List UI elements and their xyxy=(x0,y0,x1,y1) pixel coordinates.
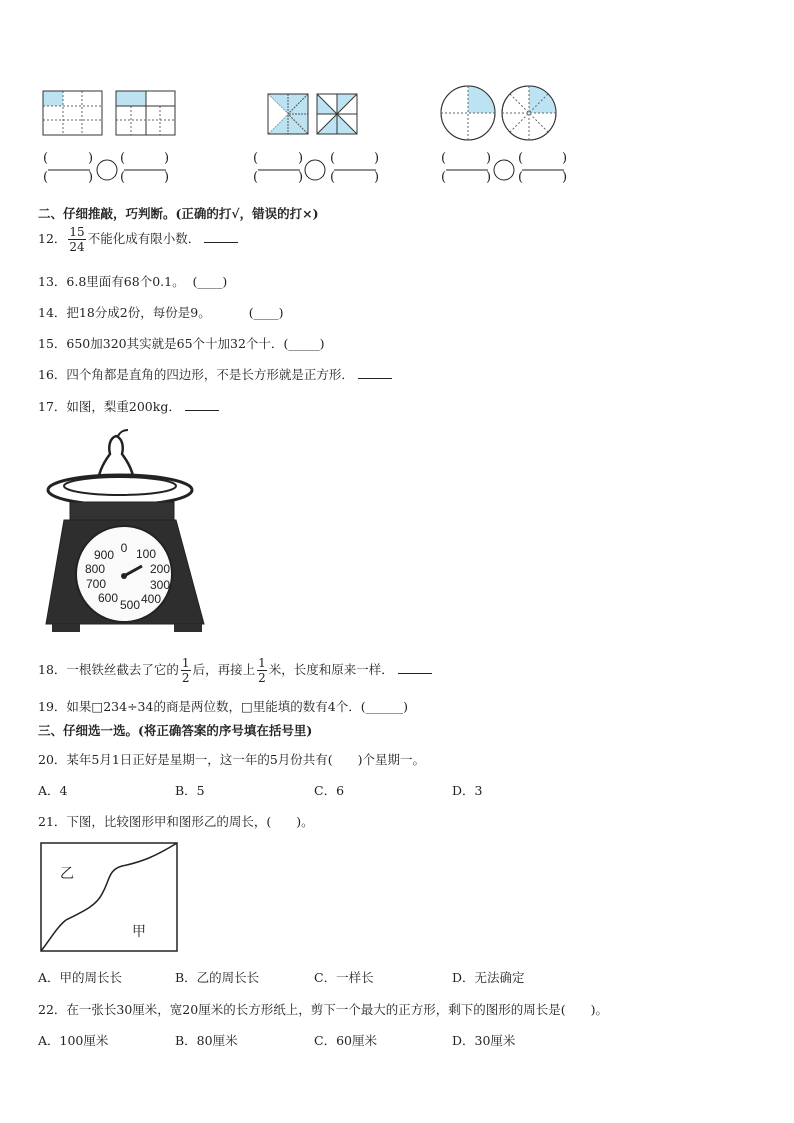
q12 xyxy=(38,225,238,254)
circle-figure-left xyxy=(441,86,495,140)
q12-frac-num: 15 xyxy=(69,225,85,239)
q18-frac1-num: 1 xyxy=(181,656,190,670)
q17-answer-blank[interactable] xyxy=(185,398,219,411)
fraction-paren-open: ( xyxy=(120,170,126,185)
q18-text-a: 一根铁丝截去了它的 xyxy=(66,662,179,677)
q21-figure xyxy=(38,840,182,956)
q16-answer-blank[interactable] xyxy=(358,366,392,379)
q14-number: 14． xyxy=(38,305,67,320)
dial-label-800: 800 xyxy=(84,562,106,576)
q17 xyxy=(38,397,219,415)
dial-label-0: 0 xyxy=(120,541,128,555)
q12-frac-den: 24 xyxy=(69,240,85,254)
fraction-paren-open: ( xyxy=(518,170,524,185)
q13-answer-bracket[interactable]: (____) xyxy=(192,274,228,289)
fraction-paren-open: ( xyxy=(330,170,336,185)
q14 xyxy=(38,303,283,321)
q16 xyxy=(38,365,392,383)
q18-fraction-2 xyxy=(257,656,267,685)
fraction-paren-close: ) xyxy=(298,151,304,166)
scale-figure xyxy=(38,428,218,640)
q12-answer-blank[interactable] xyxy=(204,230,238,243)
q22-option-d[interactable]: D．30厘米 xyxy=(452,1033,516,1048)
fraction-paren-open: ( xyxy=(43,151,49,166)
q22 xyxy=(38,1000,608,1018)
grid-figure-left xyxy=(43,91,102,135)
q19-answer-bracket[interactable]: (______) xyxy=(360,699,408,714)
q20-option-c[interactable]: C．6 xyxy=(314,783,345,798)
q19 xyxy=(38,697,408,715)
q20-option-b[interactable]: B．5 xyxy=(175,783,205,798)
dial-label-500: 500 xyxy=(119,598,141,612)
q22-option-a[interactable]: A．100厘米 xyxy=(38,1033,109,1048)
fraction-paren-close: ) xyxy=(374,170,380,185)
q15 xyxy=(38,334,324,352)
q13-number: 13． xyxy=(38,274,67,289)
q18-number: 18． xyxy=(38,662,67,677)
q20-option-d[interactable]: D．3 xyxy=(452,783,483,798)
q22-text: 在一张长30厘米，宽20厘米的长方形纸上，剪下一个最大的正方形，剩下的图形的周长是( )。 xyxy=(66,1002,608,1017)
dial-label-200: 200 xyxy=(149,562,171,576)
square-figure-left xyxy=(268,94,308,134)
q21-option-a[interactable]: A．甲的周长长 xyxy=(38,970,123,985)
q18-text-c: 米，长度和原来一样． xyxy=(268,662,394,677)
dial-label-400: 400 xyxy=(140,592,162,606)
fraction-paren-close: ) xyxy=(486,151,492,166)
q21 xyxy=(38,812,314,830)
q12-number: 12． xyxy=(38,231,67,246)
fraction-paren-open: ( xyxy=(330,151,336,166)
q15-answer-bracket[interactable]: (_____) xyxy=(283,336,325,351)
fraction-paren-open: ( xyxy=(518,151,524,166)
fraction-paren-close: ) xyxy=(298,170,304,185)
fraction-paren-open: ( xyxy=(441,151,447,166)
q22-option-b[interactable]: B．80厘米 xyxy=(175,1033,238,1048)
q21-number: 21． xyxy=(38,814,67,829)
q18 xyxy=(38,656,432,685)
q14-text: 把18分成2份，每份是9。 xyxy=(66,305,211,320)
q19-text: 如果□234÷34的商是两位数，□里能填的数有4个． xyxy=(66,699,361,714)
q12-text: 不能化成有限小数． xyxy=(87,231,201,246)
dial-label-100: 100 xyxy=(135,547,157,561)
fraction-paren-open: ( xyxy=(43,170,49,185)
q22-option-c[interactable]: C．60厘米 xyxy=(314,1033,377,1048)
q12-fraction xyxy=(68,225,85,254)
q18-frac2-num: 1 xyxy=(258,656,266,670)
q22-number: 22． xyxy=(38,1002,67,1017)
q18-fraction-1 xyxy=(181,656,191,685)
fraction-paren-close: ) xyxy=(164,151,170,166)
dial-label-300: 300 xyxy=(149,578,171,592)
q18-text-b: 后，再接上 xyxy=(192,662,256,677)
fraction-paren-close: ) xyxy=(164,170,170,185)
q16-text: 四个角都是直角的四边形，不是长方形就是正方形． xyxy=(66,367,354,382)
dial-label-700: 700 xyxy=(85,577,107,591)
q20 xyxy=(38,750,425,768)
q21-text: 下图，比较图形甲和图形乙的周长，( )。 xyxy=(66,814,314,829)
q13-text: 6.8里面有68个0.1。 xyxy=(66,274,185,289)
grid-figure-right xyxy=(116,91,175,135)
dial-label-600: 600 xyxy=(97,591,119,605)
q21-label-yi: 乙 xyxy=(60,866,74,882)
q13 xyxy=(38,272,227,290)
q14-answer-bracket[interactable]: (____) xyxy=(248,305,284,320)
circle-figure-right xyxy=(502,86,556,140)
q20-text: 某年5月1日正好是星期一，这一年的5月份共有( )个星期一。 xyxy=(66,752,426,767)
q18-answer-blank[interactable] xyxy=(398,661,432,674)
fraction-paren-open: ( xyxy=(253,170,259,185)
fraction-paren-open: ( xyxy=(441,170,447,185)
q21-option-c[interactable]: C．一样长 xyxy=(314,970,374,985)
q17-text: 如图，梨重200kg． xyxy=(66,399,181,414)
fraction-paren-close: ) xyxy=(88,170,94,185)
dial-label-900: 900 xyxy=(93,548,115,562)
q21-option-b[interactable]: B．乙的周长长 xyxy=(175,970,260,985)
q17-number: 17． xyxy=(38,399,67,414)
fraction-paren-open: ( xyxy=(253,151,259,166)
q18-frac2-den: 2 xyxy=(258,671,266,685)
section3-title: 三、仔细选一选。(将正确答案的序号填在括号里) xyxy=(38,723,313,738)
q15-number: 15． xyxy=(38,336,67,351)
fraction-paren-close: ) xyxy=(88,151,94,166)
q20-number: 20． xyxy=(38,752,67,767)
q21-label-jia: 甲 xyxy=(132,924,146,940)
q19-number: 19． xyxy=(38,699,67,714)
fraction-paren-close: ) xyxy=(562,170,568,185)
q15-text: 650加320其实就是65个十加32个十． xyxy=(66,336,284,351)
fraction-paren-close: ) xyxy=(486,170,492,185)
fraction-paren-close: ) xyxy=(562,151,568,166)
fraction-paren-close: ) xyxy=(374,151,380,166)
q20-option-a[interactable]: A．4 xyxy=(38,783,68,798)
section2-title: 二、仔细推敲，巧判断。(正确的打√，错误的打×) xyxy=(38,206,319,221)
q18-frac1-den: 2 xyxy=(181,671,190,685)
q16-number: 16． xyxy=(38,367,67,382)
fraction-paren-open: ( xyxy=(120,151,126,166)
q21-option-d[interactable]: D．无法确定 xyxy=(452,970,525,985)
square-figure-right xyxy=(317,94,357,134)
